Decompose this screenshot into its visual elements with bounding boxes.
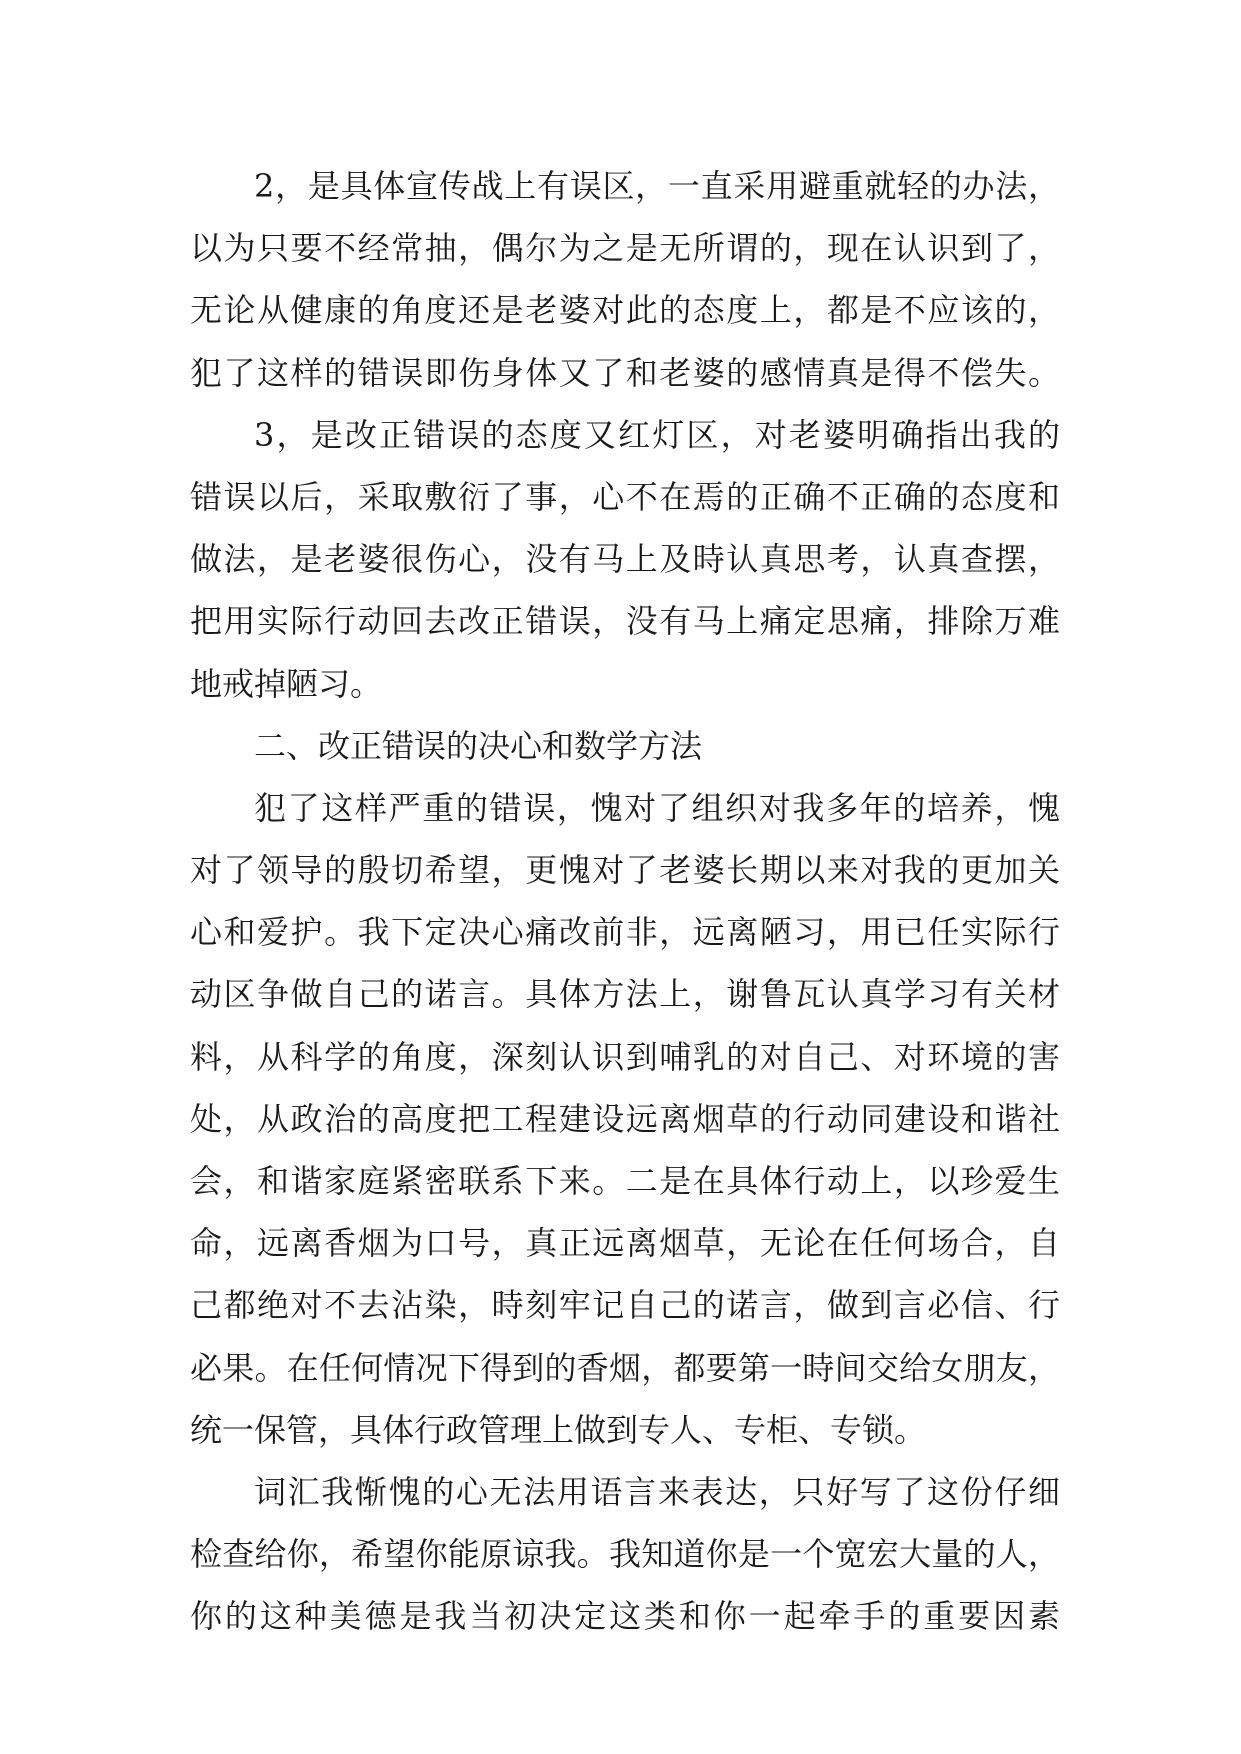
paragraph-3: [190, 404, 1060, 715]
paragraph-line: 以为只要不经常抽，偶尔为之是无所谓的，现在认识到了，: [190, 229, 1060, 268]
paragraph-line: 检查给你，希望你能原谅我。我知道你是一个宽宏大量的人，: [190, 1535, 1060, 1574]
paragraph-line: 错误以后，采取敷衍了事，心不在焉的正确不正确的态度和: [190, 477, 1060, 516]
paragraph-line: 3，是改正错误的态度又红灯区，对老婆明确指出我的: [254, 415, 1060, 454]
document-body: [190, 155, 1060, 1648]
paragraph-2: [190, 155, 1060, 404]
paragraph-line: 犯了这样严重的错误，愧对了组织对我多年的培养，愧: [254, 788, 1060, 827]
paragraph-4: [190, 777, 1060, 1461]
paragraph-line: 心和爱护。我下定决心痛改前非，远离陋习，用已任实际行: [190, 913, 1060, 952]
paragraph-line: 统一保管，具体行政管理上做到专人、专柜、专锁。: [190, 1410, 927, 1449]
paragraph-line: 犯了这样的错误即伤身体又了和老婆的感情真是得不偿失。: [190, 353, 1060, 392]
paragraph-line: 无论从健康的角度还是老婆对此的态度上，都是不应该的，: [190, 291, 1060, 330]
paragraph-line: 词汇我惭愧的心无法用语言来表达，只好写了这份仔细: [254, 1472, 1060, 1511]
paragraph-line: 会，和谐家庭紧密联系下来。二是在具体行动上，以珍爱生: [190, 1162, 1060, 1200]
paragraph-line: 把用实际行动回去改正错误，没有马上痛定思痛，排除万难: [190, 602, 1060, 641]
paragraph-line: 处，从政治的高度把工程建设远离烟草的行动同建设和谐社: [190, 1099, 1060, 1138]
paragraph-line: 2，是具体宣传战上有误区，一直采用避重就轻的办法，: [254, 167, 1060, 205]
paragraph-line: 你的这种美德是我当初决定这类和你一起牵手的重要因素: [190, 1597, 1060, 1636]
paragraph-line: 做法，是老婆很伤心，没有马上及時认真思考，认真查摆，: [190, 540, 1060, 579]
paragraph-line: 料，从科学的角度，深刻认识到哺乳的对自己、对环境的害: [190, 1037, 1060, 1076]
paragraph-line: 对了领导的殷切希望，更愧对了老婆长期以来对我的更加关: [190, 851, 1060, 890]
paragraph-5: [190, 1461, 1060, 1648]
section-heading: [190, 715, 1060, 777]
paragraph-line: 命，远离香烟为口号，真正远离烟草，无论在任何场合，自: [190, 1224, 1060, 1263]
paragraph-line: 动区争做自己的诺言。具体方法上，谢鲁瓦认真学习有关材: [190, 975, 1060, 1014]
heading-line: 二、改正错误的决心和数学方法: [254, 726, 703, 765]
paragraph-line: 必果。在任何情况下得到的香烟，都要第一時间交给女朋友，: [190, 1348, 1060, 1387]
paragraph-line: 地戒掉陋习。: [190, 664, 383, 703]
paragraph-line: 己都绝对不去沾染，時刻牢记自己的诺言，做到言必信、行: [190, 1286, 1060, 1325]
